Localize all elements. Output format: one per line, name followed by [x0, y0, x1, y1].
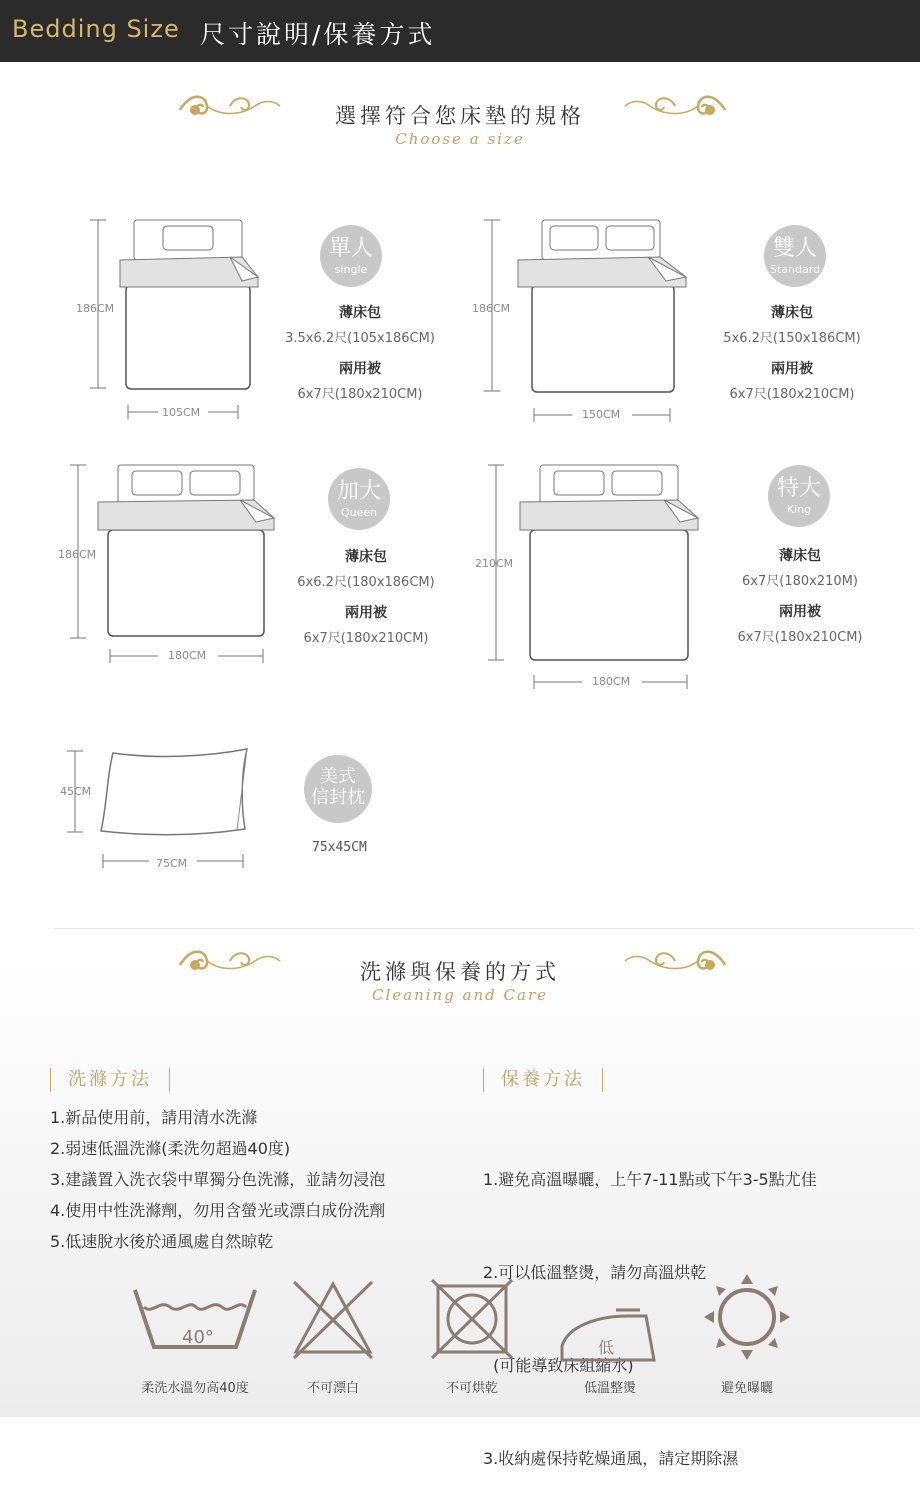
- maintenance-heading-box: [483, 1068, 603, 1092]
- badge-king-en: King: [786, 503, 812, 516]
- spec-single: [260, 302, 460, 414]
- list-item: 2.弱速低溫洗滌(柔洗勿超過40度): [50, 1139, 291, 1158]
- list-item: 1.避免高溫曝曬，上午7-11點或下午3-5點尤佳: [483, 1170, 817, 1189]
- header-bar: [0, 0, 920, 62]
- quilt-size: 6x7尺(180x210CM): [729, 387, 855, 402]
- care-section-title: 洗滌與保養的方式: [360, 960, 560, 984]
- badge-queen-zh: 加大: [336, 479, 381, 504]
- care-label-iron: 低溫整燙: [583, 1381, 636, 1396]
- quilt-size: 6x7尺(180x210CM): [297, 387, 423, 402]
- pillow-size: 75x45CM: [312, 840, 367, 855]
- spec-king: [700, 545, 900, 657]
- spec-queen: [266, 546, 466, 658]
- bed-diagram-single: [80, 215, 270, 425]
- quilt-label: 兩用被: [345, 605, 387, 621]
- right-flourish-icon: [620, 88, 730, 128]
- care-label-bleach: 不可漂白: [306, 1381, 359, 1396]
- left-flourish-icon: [175, 88, 285, 128]
- badge-standard-zh: 雙人: [772, 236, 817, 261]
- bed-standard-height: 186CM: [472, 302, 511, 315]
- sheet-label: 薄床包: [771, 305, 813, 321]
- badge-queen: [328, 468, 390, 530]
- quilt-size: 6x7尺(180x210CM): [303, 631, 429, 646]
- washing-list: [50, 1102, 385, 1257]
- bed-queen-width: 180CM: [168, 649, 207, 662]
- pillow-diagram: [65, 745, 255, 875]
- no-tumble-dry-icon: [428, 1278, 516, 1360]
- list-item: 1.新品使用前，請用清水洗滌: [50, 1108, 258, 1127]
- right-flourish-icon: [620, 943, 730, 983]
- bed-king-width: 180CM: [592, 675, 631, 688]
- header-title-en: Bedding Size: [12, 15, 180, 43]
- iron-temp-text: 低: [598, 1338, 615, 1357]
- no-bleach-icon: [290, 1278, 376, 1360]
- badge-king-zh: 特大: [776, 476, 821, 501]
- badge-king: [768, 465, 830, 527]
- badge-single: [320, 225, 382, 287]
- care-section-subtitle: Cleaning and Care: [371, 986, 549, 1004]
- size-section-title: 選擇符合您床墊的規格: [335, 104, 585, 128]
- sheet-label: 薄床包: [345, 549, 387, 565]
- no-sun-icon: [702, 1272, 792, 1362]
- bed-diagram-king: [480, 460, 710, 695]
- list-item: 2.可以低溫整燙，請勿高溫烘乾: [483, 1263, 707, 1282]
- left-flourish-icon: [175, 943, 285, 983]
- iron-low-icon: [558, 1300, 658, 1366]
- sheet-size: 6x7尺(180x210M): [742, 574, 858, 589]
- bed-single-height: 186CM: [76, 302, 115, 315]
- header-title-zh: 尺寸說明/保養方式: [200, 20, 436, 49]
- washing-heading-box: [50, 1068, 170, 1092]
- list-item: (可能導致床組縮水): [483, 1356, 634, 1375]
- quilt-label: 兩用被: [779, 604, 821, 620]
- size-section-subtitle: Choose a size: [395, 130, 525, 148]
- washing-heading: 洗滌方法: [68, 1069, 152, 1090]
- badge-pillow: [304, 755, 372, 823]
- bed-diagram-standard: [480, 215, 700, 430]
- sheet-size: 3.5x6.2尺(105x186CM): [285, 331, 435, 346]
- list-item: 5.低速脫水後於通風處自然晾乾: [50, 1232, 274, 1251]
- badge-single-en: single: [334, 263, 368, 276]
- list-item: 4.使用中性洗滌劑，勿用含螢光或漂白成份洗劑: [50, 1201, 386, 1220]
- spec-standard: [692, 302, 892, 414]
- list-item: 3.收納處保持乾燥通風，請定期除濕: [483, 1449, 739, 1468]
- pillow-width: 75CM: [156, 857, 188, 870]
- quilt-size: 6x7尺(180x210CM): [737, 630, 863, 645]
- sheet-label: 薄床包: [339, 305, 381, 321]
- badge-pillow-line2: 信封枕: [311, 787, 365, 808]
- badge-standard: [764, 225, 826, 287]
- care-label-dry: 不可烘乾: [445, 1381, 498, 1396]
- bed-standard-width: 150CM: [582, 408, 621, 421]
- bed-diagram-queen: [60, 460, 290, 675]
- sheet-label: 薄床包: [779, 548, 821, 564]
- wash-40-icon: [130, 1285, 260, 1355]
- bed-single-width: 105CM: [162, 406, 201, 419]
- badge-single-zh: 單人: [328, 236, 373, 261]
- badge-pillow-line1: 美式: [320, 766, 356, 787]
- pillow-height: 45CM: [60, 785, 92, 798]
- quilt-label: 兩用被: [339, 361, 381, 377]
- badge-standard-en: Standard: [769, 263, 821, 276]
- care-label-wash: 柔洗水溫勿高40度: [141, 1381, 249, 1396]
- section-divider: [55, 928, 913, 929]
- list-item: 3.建議置入洗衣袋中單獨分色洗滌，並請勿浸泡: [50, 1170, 386, 1189]
- bed-queen-height: 186CM: [58, 548, 97, 561]
- sheet-size: 5x6.2尺(150x186CM): [723, 331, 861, 346]
- care-label-sun: 避免曝曬: [720, 1381, 773, 1396]
- quilt-label: 兩用被: [771, 361, 813, 377]
- sheet-size: 6x6.2尺(180x186CM): [297, 575, 435, 590]
- maintenance-heading: 保養方法: [501, 1069, 585, 1090]
- bed-king-height: 210CM: [475, 557, 514, 570]
- wash-temp-text: 40°: [182, 1327, 214, 1348]
- badge-queen-en: Queen: [340, 506, 378, 519]
